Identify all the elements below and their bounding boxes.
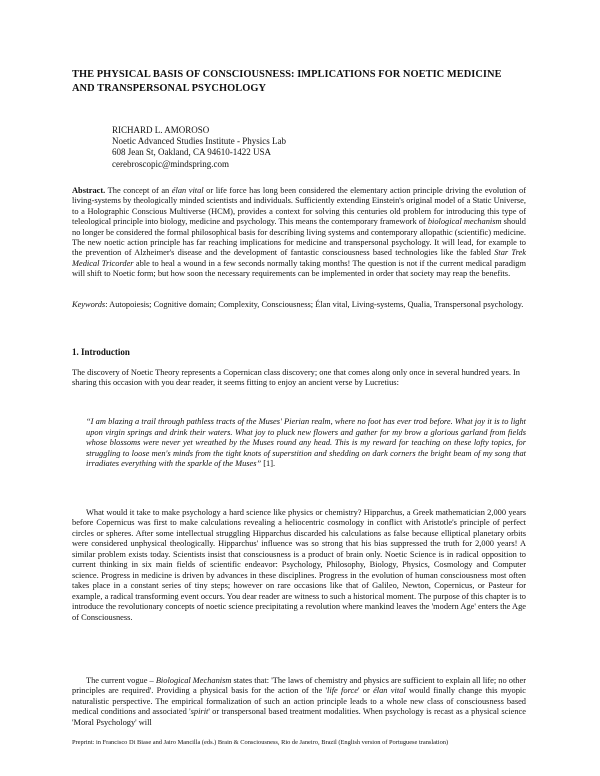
- lucretius-quote: [86, 417, 526, 470]
- body-text: ' or: [357, 686, 374, 696]
- quote-text: “I am blazing a trail through pathless tracts of the Muses' Pierian realm, where no foot has ever trod before. What joy it is to light upon virgin springs and drink their waters. What joy to pluck new flowers and gather for my brow a glorious garland from fields whose blossoms were never yet wreathed by the Muses round any head. This is my reward for teaching on these lofty topics, for struggling to loose men's minds from the tight knots of superstition and shedding on dark corners the bright beam of my song that irradiates everything with the sparkle of the Muses”: [86, 417, 526, 469]
- abstract-text: or life force has long been considered the elementary action principle driving the evolution of living-systems by theologically minded scientists and individuals. Sufficiently extending Einstein's original model of a Static Universe, to a Holographic Conscious Multiverse (HCM), provides a context for solving this centuries old problem for introducing this type of teleological principle into biology, medicine and psychology. This means the contemporary framework of: [72, 186, 526, 227]
- abstract-italic: élan vital: [171, 186, 204, 195]
- quote-citation: [1].: [261, 459, 276, 469]
- abstract-text: should no longer be considered the formal philosophical basis for describing living systems and contemporary allopathic (scientific) medicine. The new noetic action principle has far reaching implications for medicine and transpersonal psychology. It will lead, for example to the prevention of Alzheimer's disease and the development of fantastic consciousness based technologies like the fabled: [72, 217, 526, 258]
- keywords-text: : Autopoiesis; Cognitive domain; Complexity, Consciousness; Élan vital, Living-systems, Qualia, Transpersonal psychology.: [105, 300, 524, 309]
- body-text: ' or transpersonal based treatment modalities. When psychology is recast as a physical science 'Moral Psychology' will: [72, 707, 526, 727]
- body-italic: spirit: [190, 707, 209, 717]
- author-name: RICHARD L. AMOROSO: [112, 125, 210, 135]
- abstract-italic: Star Trek Medical Tricorder: [72, 248, 526, 268]
- body-italic: Biological Mechanism: [155, 676, 232, 685]
- paper-title: THE PHYSICAL BASIS OF CONSCIOUSNESS: IMPLICATIONS FOR NOETIC MEDICINE AND TRANSPERSONAL PSYCHOLOGY: [72, 69, 502, 94]
- author-block: [112, 125, 512, 170]
- body-italic: life force: [327, 686, 358, 696]
- body-text: states that: 'The laws of chemistry and physics are sufficient to explain all life; no other principles are required'. Providing a physical basis for the action of the ': [72, 676, 526, 696]
- abstract: [72, 186, 526, 280]
- preprint-footnote: Preprint: in Francisco Di Biase and Jairo Mancilla (eds.) Brain & Consciousness, Rio de Janeiro, Brazil (English version of Portuguese translation): [72, 739, 449, 746]
- body-paragraph: [72, 676, 526, 728]
- body-paragraph: What would it take to make psychology a hard science like physics or chemistry? Hipparchus, a Greek mathematician 2,000 years before Copernicus was first to make calculations revealing a heliocentric cosmology in conflict with Aristotle's principle of perfect circles or spheres. After some intellectual struggling Hipparchus discarded his calculations as false because elliptical planetary orbits were considered unphysical theologically. Hipparchus' influence was so strong that his bias suppressed the truth for 2,000 years! A similar problem exists today. Scientists insist that consciousness is a product of brain only. Noetic Science is in radical opposition to current thinking in six main fields of scientific endeavor: Psychology, Philosophy, Biology, Physics, Cosmology and Computer science. Progress in medicine is driven by advances in these disciplines. Progress in the evolution of human consciousness most often takes place in a constant series of tiny steps; however on rare occasions like that of Galileo, Newton, Copernicus, or Pasteur for example, a radical transforming event occurs. You dear reader are witness to such a historical moment. The purpose of this chapter is to introduce the revolutionary concepts of noetic science precipitating a revolution where mankind leaves the 'modern Age' enters the Age of Consciousness.: [72, 508, 526, 622]
- keywords: [72, 300, 526, 310]
- body-italic: élan vital: [373, 686, 406, 696]
- author-email: cerebroscopic@mindspring.com: [112, 158, 230, 169]
- abstract-text: able to heal a wound in a few seconds normally taking months! The question is not if the current medical paradigm will shift to Noetic form; but how soon the necessary requirements can be implemented in order that society may reap the benefits.: [72, 258, 526, 279]
- section-heading: 1. Introduction: [72, 347, 130, 357]
- abstract-text: The concept of an: [105, 186, 172, 195]
- intro-paragraph: The discovery of Noetic Theory represents a Copernican class discovery; one that comes along only once in several hundred years. In sharing this occasion with you dear reader, it seems fitting to enjoy an ancient verse by Lucretius:: [72, 368, 520, 388]
- keywords-label: Keywords: [72, 300, 106, 309]
- author-affiliation: Noetic Advanced Studies Institute - Physics Lab: [112, 136, 286, 147]
- abstract-italic: biological mechanism: [427, 217, 502, 227]
- author-address: 608 Jean St, Oakland, CA 94610-1422 USA: [112, 147, 271, 158]
- abstract-label: Abstract.: [72, 186, 106, 195]
- body-text: The current vogue –: [86, 676, 156, 685]
- body-text: would finally change this myopic naturalistic perspective. The empirical formalization of such an action principle leads to a whole new class of consciousness based medical conditions and associated ': [72, 686, 526, 717]
